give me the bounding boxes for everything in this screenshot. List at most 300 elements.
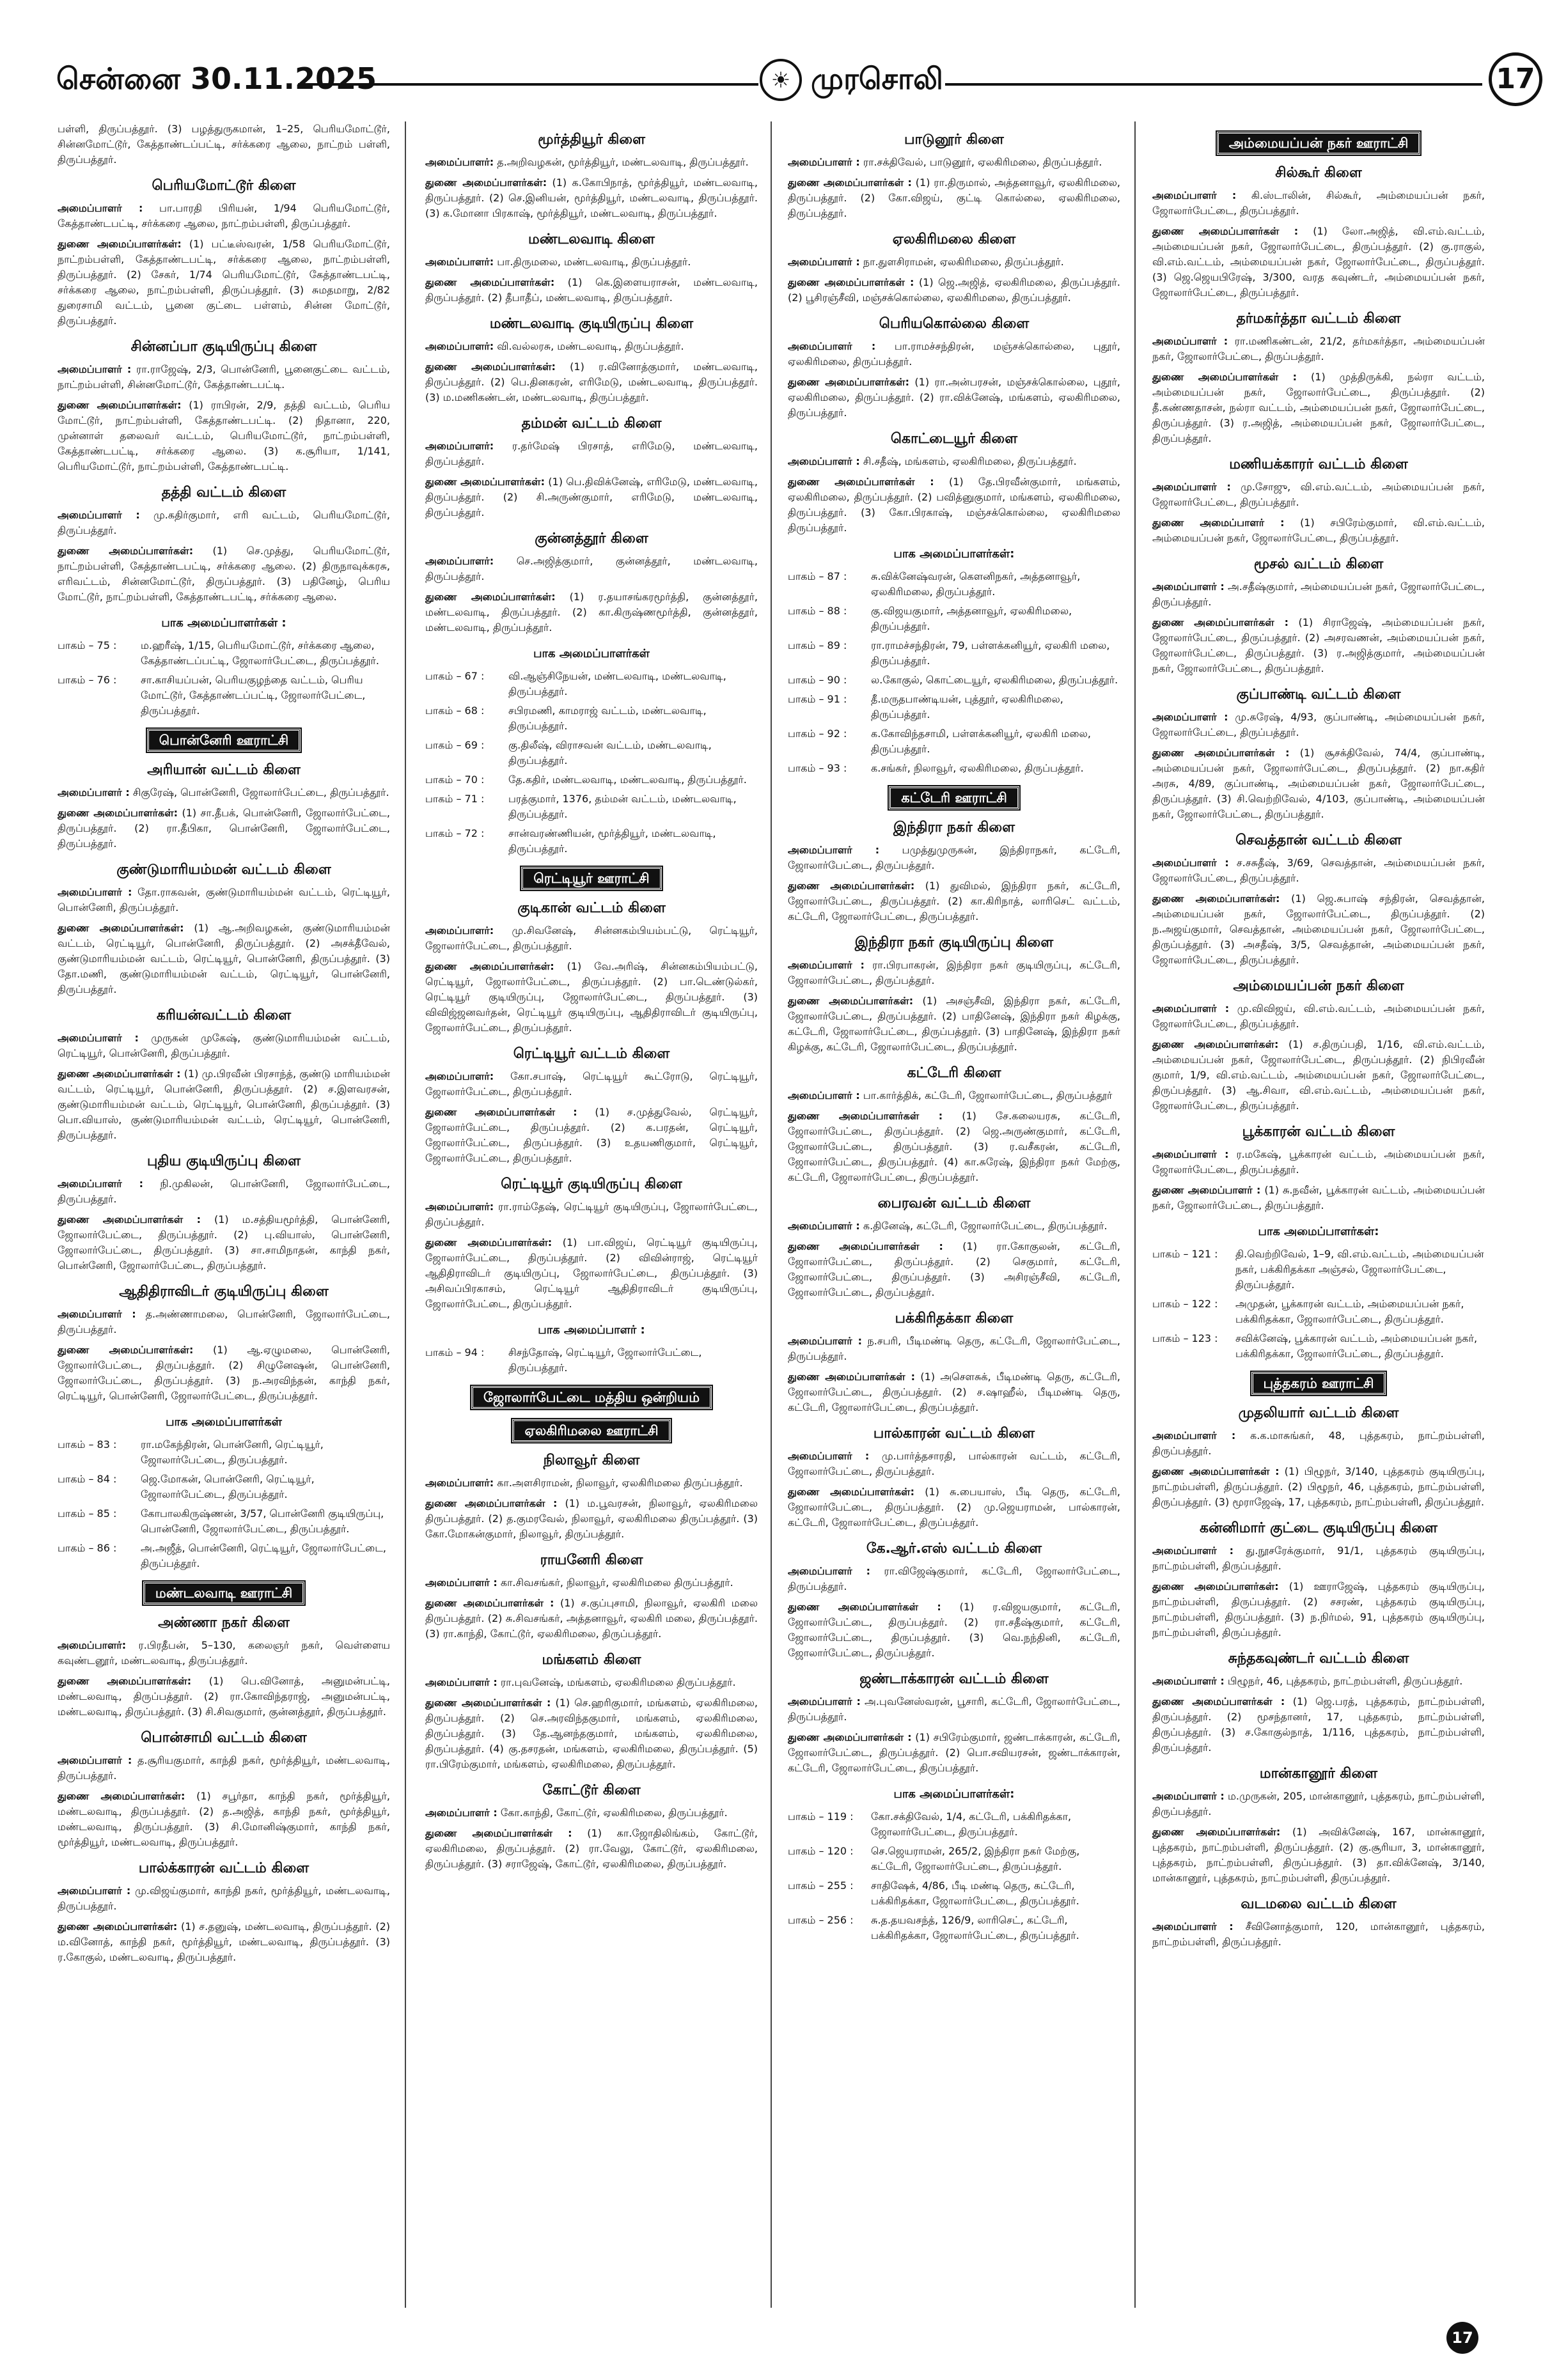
organiser-paragraph <box>58 1789 390 1850</box>
organiser-text: (1) ஊராஜேஷ், புத்தகரம் குடியிருப்பு, நாட்றம்பள்ளி, திருப்பத்தூர். (2) சசரண், புத்தகரம் குடியிருப்பு, நாட்றம்பள்ளி, திருப்பத்தூர். (3) ந.நிர்மல், 91, புத்தகரம் குடியிருப்பு, நாட்றம்பள்ளி, திருப்பத்தூர். <box>1152 1580 1485 1638</box>
organiser-text: (1) ர.வினோத்குமார், மண்டலவாடி, திருப்பத்தூர். (2) பெ.தினகரன், எரிமேடு, மண்டலவாடி, திருப்பத்தூர். (3) ம.மணிகண்டன், மண்டலவாடி, திருப்பத்தூர். <box>425 361 758 403</box>
booth-entry <box>788 638 1120 669</box>
organiser-paragraph <box>788 1694 1120 1725</box>
role-label: துணை அமைப்பாளர்கள்: <box>58 238 182 250</box>
role-label: அமைப்பாளர் : <box>1152 189 1237 201</box>
organiser-text: (1) சிராஜேஷ், அம்மையப்பன் நகர், ஜோலார்பேட்டை, திருப்பத்தூர். (2) அசரவணன், அம்மையப்பன் நகர், ஜோலார்பேட்டை, திருப்பத்தூர். (3) ர.அஜித்குமார், அம்மையப்பன் நகர், ஜோலார்பேட்டை, திருப்பத்தூர். <box>1152 616 1485 674</box>
role-label: அமைப்பாளர்: <box>425 1201 494 1213</box>
branch-heading: செவத்தான் வட்டம் கிளை <box>1235 832 1402 848</box>
booth-organiser: வி.ஆஞ்சிநேயன், மண்டலவாடி, மண்டலவாடி, திருப்பத்தூர். <box>508 670 726 697</box>
branch-heading: அரியான் வட்டம் கிளை <box>147 762 301 778</box>
booth-organiser: சபிரமணி, காமராஜ் வட்டம், மண்டலவாடி, திருப்பத்தூர். <box>508 704 707 732</box>
organiser-text: ரா.ராஜேஷ், 2/3, பொன்னேரி, பூனைகுட்டை வட்டம், நாட்றம்பள்ளி, சின்னமோட்டூர், கேத்தாண்டபட்டி. <box>58 363 390 391</box>
branch-heading: மண்டலவாடி குடியிருப்பு கிளை <box>489 316 694 332</box>
booth-number: பாகம் – 94 : <box>425 1346 485 1358</box>
branch-heading: நிலாவூர் கிளை <box>543 1452 640 1468</box>
organiser-paragraph <box>1152 710 1485 740</box>
booth-organiser: கு.விஜயகுமார், அத்தனாவூர், ஏலகிரிமலை, திருப்பத்தூர். <box>871 605 1072 632</box>
booth-entry <box>788 726 1120 757</box>
booth-number: பாகம் – 71 : <box>425 793 485 805</box>
booth-entry <box>425 772 758 788</box>
organiser-paragraph <box>788 1334 1120 1364</box>
page-number-badge: 17 <box>1489 52 1542 106</box>
column-4 <box>1152 121 1485 2308</box>
role-label: அமைப்பாளர் : <box>788 455 860 467</box>
branch-heading: பாடுனூர் கிளை <box>904 132 1004 148</box>
branch-heading: அம்மையப்பன் நகர் கிளை <box>1233 978 1404 994</box>
organiser-paragraph <box>425 1199 758 1230</box>
role-label: அமைப்பாளர் : <box>58 202 143 214</box>
branch-heading: இந்திரா நகர் கிளை <box>893 820 1015 836</box>
role-label: துணை அமைப்பாளர்கள்: <box>425 361 556 373</box>
booth-number: பாகம் – 120 : <box>788 1845 854 1857</box>
booth-entry <box>1152 1331 1485 1362</box>
organiser-paragraph <box>425 254 758 270</box>
organiser-paragraph <box>58 1176 390 1207</box>
organiser-text: மு.கதிர்குமார், எரி வட்டம், பெரியமோட்டூர், திருப்பத்தூர். <box>58 509 390 536</box>
organiser-text: (1) முத்திருக்கி, நல்ரா வட்டம், அம்மையப்பன் நகர், ஜோலார்பேட்டை, திருப்பத்தூர். (2) தீ.கண்ணதாசன், நல்ரா வட்டம், அம்மையப்பன் நகர், ஜோலார்பேட்டை, திருப்பத்தூர். (3) ர.அஜித், அம்மையப்பன் நகர், ஜோலார்பேட்டை, திருப்பத்தூர். <box>1152 371 1485 444</box>
branch-heading: சுந்தகவுண்டர் வட்டம் கிளை <box>1228 1651 1409 1667</box>
organiser-paragraph <box>788 1239 1120 1300</box>
organiser-text: கா.சிவசங்கர், நிலாவூர், ஏலகிரிமலை திருப்பத்தூர். <box>500 1576 733 1589</box>
organiser-paragraph <box>58 1342 390 1404</box>
organiser-paragraph <box>58 398 390 474</box>
booth-entry <box>58 1541 390 1571</box>
organiser-paragraph <box>425 1805 758 1821</box>
organiser-text: (1) சபிரேம்குமார், வி.எம்.வட்டம், அம்மையப்பன் நகர், ஜோலார்பேட்டை, திருப்பத்தூர். <box>1152 517 1485 544</box>
organiser-paragraph <box>788 254 1120 270</box>
organiser-text: கோ.காந்தி, கோட்டூர், ஏலகிரிமலை, திருப்பத்தூர். <box>500 1807 728 1819</box>
organiser-paragraph <box>1152 188 1485 219</box>
booth-organiser: சிசந்தோஷ், ரெட்டியூர், ஜோலார்பேட்டை, திருப்பத்தூர். <box>508 1346 702 1374</box>
organiser-paragraph <box>425 923 758 954</box>
organiser-text: த.அறிவழகன், மூர்த்தியூர், மண்டலவாடி, திருப்பத்தூர். <box>497 156 749 168</box>
subsection-heading: பாக அமைப்பாளர்கள் <box>533 647 650 660</box>
branch-heading: சில்கூர் கிளை <box>1275 165 1362 181</box>
organiser-paragraph <box>788 1369 1120 1415</box>
organiser-paragraph <box>788 1730 1120 1776</box>
organiser-paragraph <box>58 1031 390 1061</box>
role-label: அமைப்பாளர் : <box>788 156 860 168</box>
booth-entry <box>788 1878 1120 1909</box>
organiser-text: (1) ர.தயாசங்கரமூர்த்தி, குன்னத்தூர், மண்டலவாடி, திருப்பத்தூர். (2) கா.கிருஷ்ணமூர்த்தி, குன்னத்தூர், மண்டலவாடி, திருப்பத்தூர். <box>425 591 758 634</box>
branch-heading: பால்காரன் வட்டம் கிளை <box>873 1426 1035 1442</box>
role-label: துணை அமைப்பாளர்கள்: <box>788 880 915 892</box>
organiser-text: பா.பாரதி பிரியன், 1/94 பெரியமோட்டூர், கேத்தாண்டபட்டி, சர்க்கரை ஆலை, நாட்றம்பள்ளி, திருப்பத்தூர். <box>58 202 390 229</box>
branch-heading: பக்கிரிதக்கா கிளை <box>895 1311 1014 1326</box>
booth-organiser: ம.ஹரீஷ், 1/15, பெரியமோட்டூர், சர்க்கரை ஆலை, கேத்தாண்டப்பட்டி, ஜோலார்பேட்டை, திருப்பத்தூர். <box>141 639 379 667</box>
organiser-text: முருகன் முகேஷ், குண்டுமாரியம்மன் வட்டம், ரெட்டியூர், பொன்னேரி, திருப்பத்தூர். <box>58 1032 390 1059</box>
organiser-paragraph <box>58 885 390 915</box>
booth-entry <box>425 669 758 699</box>
organiser-paragraph <box>788 339 1120 369</box>
booth-entry <box>788 1844 1120 1874</box>
organiser-text: பா.கார்த்திக், கட்டேரி, ஜோலார்பேட்டை, திருப்பத்தூர் <box>863 1089 1113 1101</box>
organiser-text: (1) செ.ஹரிகுமார், மங்களம், ஏலகிரிமலை, திருப்பத்தூர். (2) செ.அரவிந்தகுமார், மங்களம், ஏலகிரிமலை, திருப்பத்தூர். (3) தே.ஆனந்தகுமார், மங்களம், ஏலகிரிமலை, திருப்பத்தூர். (4) கு.தசரதன், மங்களம், ஏலகிரிமலை, திருப்பத்தூர். (5) ரா.பிரேம்குமார், மங்களம், ஏலகிரிமலை, திருப்பத்தூர். <box>425 1697 758 1770</box>
branch-heading: கோட்டூர் கிளை <box>542 1782 641 1798</box>
subsection-heading: பாக அமைப்பாளர்கள்: <box>1258 1225 1379 1238</box>
branch-heading: கே.ஆர்.எஸ் வட்டம் கிளை <box>866 1541 1042 1557</box>
organiser-paragraph <box>58 1212 390 1273</box>
role-label: அமைப்பாளர் : <box>1152 1920 1234 1933</box>
booth-number: பாகம் – 92 : <box>788 727 847 740</box>
organiser-text: சி.சதீஷ், மங்களம், ஏலகிரிமலை, திருப்பத்தூர். <box>863 455 1077 467</box>
organiser-text: (1) ச.முத்துவேல், ரெட்டியூர், ஜோலார்பேட்டை, திருப்பத்தூர். (2) க.பரதன், ரெட்டியூர், ஜோலார்பேட்டை, திருப்பத்தூர். (3) உதயணிகுமார், ரெட்டியூர், ஜோலார்பேட்டை, திருப்பத்தூர். <box>425 1106 758 1164</box>
subsection-heading: பாக அமைப்பாளர்கள் <box>166 1415 282 1429</box>
booth-number: பாகம் – 119 : <box>788 1810 854 1823</box>
booth-organiser: சான்வரண்ணியன், மூர்த்தியூர், மண்டலவாடி, திருப்பத்தூர். <box>508 827 716 855</box>
organiser-paragraph <box>58 805 390 852</box>
organiser-text: (1) பட்டீஸ்வரன், 1/58 பெரியமோட்டூர், நாட்றம்பள்ளி, கேத்தாண்டபட்டி, சர்க்கரை ஆலை, நாட்றம்பள்ளி, திருப்பத்தூர். (2) சேகர், 1/74 பெரியமோட்டூர், கேத்தாண்டபட்டி, சர்க்கரை ஆலை, நாட்றம்பள்ளி, திருப்பத்தூர். (3) சுமதமாறு, 2/82 துரைசாமி வட்டம், பூனை குட்டை பள்ளம், சின்ன மோட்டூர், திருப்பத்தூர். <box>58 238 390 327</box>
branch-heading: புதிய குடியிருப்பு கிளை <box>147 1153 301 1169</box>
role-label: அமைப்பாளர் : <box>1152 1544 1234 1557</box>
role-label: அமைப்பாளர் : <box>425 1576 497 1589</box>
branch-heading: கரியன்வட்டம் கிளை <box>156 1007 292 1023</box>
organiser-text: (1) ராபிரன், 2/9, தத்தி வட்டம், பெரிய மோட்டூர், நாட்றம்பள்ளி, கேத்தாண்டபட்டி. (2) நிதானா, 220, முன்னாள் தலைவர் வட்டம், பெரியமோட்டூர், நாட்றம்பள்ளி, கேத்தாண்டபட்டி, சர்க்கரை ஆலை. (3) க.சூரியா, 1/141, பெரியமோட்டூர், நாட்றம்பள்ளி, கேத்தாண்டபட்டி. <box>58 399 390 472</box>
column-1 <box>58 121 390 2308</box>
organiser-paragraph <box>1152 615 1485 676</box>
branch-heading: அண்ணா நகர் கிளை <box>158 1615 290 1631</box>
role-label: அமைப்பாளர்: <box>58 1639 127 1651</box>
organiser-paragraph <box>58 1307 390 1337</box>
panchayat-banner: ஜோலார்பேட்டை மத்திய ஒன்றியம் <box>471 1386 712 1409</box>
booth-number: பாகம் – 87 : <box>788 570 847 582</box>
booth-entry <box>788 1809 1120 1840</box>
panchayat-banner: பொன்னேரி ஊராட்சி <box>147 729 301 752</box>
organiser-paragraph <box>788 1449 1120 1479</box>
organiser-paragraph <box>1152 1789 1485 1819</box>
booth-organiser: கோபாலகிருஷ்ணன், 3/57, பொன்னேரி குடியிருப்பு, பொன்னேரி, ஜோலார்பேட்டை, திருப்பத்தூர். <box>141 1507 384 1535</box>
booth-organiser: ல.கோகுல், கொட்டையூர், ஏலகிரிமலை, திருப்பத்தூர். <box>871 674 1118 686</box>
organiser-paragraph <box>788 958 1120 988</box>
role-label: துணை அமைப்பாளர்கள்: <box>788 1486 914 1498</box>
role-label: அமைப்பாளர் : <box>1152 1675 1225 1687</box>
organiser-paragraph <box>425 1235 758 1312</box>
role-label: துணை அமைப்பாளர்கள்: <box>1152 1038 1279 1050</box>
organiser-text: சிகுரேஷ், பொன்னேரி, ஜோலார்பேட்டை, திருப்பத்தூர். <box>132 786 389 798</box>
role-label: அமைப்பாளர் : <box>58 1032 139 1044</box>
branch-heading: ஏலகிரிமலை கிளை <box>892 231 1016 247</box>
branch-heading: கன்னிமார் குட்டை குடியிருப்பு கிளை <box>1200 1520 1437 1536</box>
subsection-heading: பாக அமைப்பாளர் : <box>538 1323 645 1337</box>
booth-entry <box>425 791 758 822</box>
organiser-text: வி.வல்லரசு, மண்டலவாடி, திருப்பத்தூர். <box>497 340 684 352</box>
organiser-text: மு.சுரேஷ், 4/93, குப்பாண்டி, அம்மையப்பன் நகர், ஜோலார்பேட்டை, திருப்பத்தூர். <box>1152 711 1485 738</box>
role-label: அமைப்பாளர்: <box>425 440 494 452</box>
role-label: துணை அமைப்பாளர்கள் : <box>788 176 912 189</box>
organiser-text: ரா.புவனேஷ், மங்களம், ஏலகிரிமலை திருப்பத்தூர். <box>500 1676 736 1688</box>
role-label: துணை அமைப்பாளர்கள் : <box>1152 225 1299 237</box>
role-label: அமைப்பாளர்: <box>425 1070 494 1082</box>
role-label: துணை அமைப்பாளர்கள்: <box>58 1790 185 1802</box>
role-label: அமைப்பாளர் : <box>425 1676 497 1688</box>
organiser-text: சீவினோத்குமார், 120, மான்கானூர், புத்தகரம், நாட்றம்பள்ளி, திருப்பத்தூர். <box>1152 1920 1485 1948</box>
booth-organiser: சாதிஷேக், 4/86, பீடி மண்டி தெரு, கட்டேரி, பக்கிரிதக்கா, ஜோலார்பேட்டை, திருப்பத்தூர். <box>871 1879 1079 1907</box>
booth-number: பாகம் – 88 : <box>788 605 847 617</box>
organiser-paragraph <box>58 785 390 800</box>
organiser-paragraph <box>1152 1919 1485 1950</box>
organiser-text: (1) பெ.திவிக்னேஷ், எரிமேடு, மண்டலவாடி, திருப்பத்தூர். (2) சி.அருண்குமார், எரிமேடு, மண்டலவாடி, திருப்பத்தூர். <box>425 476 758 518</box>
organiser-paragraph <box>58 1919 390 1965</box>
panchayat-banner: அம்மையப்பன் நகர் ஊராட்சி <box>1217 132 1421 155</box>
booth-organiser: சவிக்னேஷ், பூக்காரன் வட்டம், அம்மையப்பன் நகர், பக்கிரிதக்கா, ஜோலார்பேட்டை, திருப்பத்தூர். <box>1235 1332 1478 1360</box>
organiser-paragraph <box>58 921 390 997</box>
organiser-paragraph <box>58 362 390 393</box>
branch-heading: பைரவன் வட்டம் கிளை <box>877 1195 1031 1211</box>
booth-organiser: க.கோவிந்தசாமி, பள்ளக்கனியூர், ஏலகிரி மலை, திருப்பத்தூர். <box>871 727 1091 755</box>
organiser-text: அ.புவனேஸ்வரன், பூசாரி, கட்டேரி, ஜோலார்பேட்டை, திருப்பத்தூர். <box>788 1695 1120 1723</box>
organiser-paragraph <box>425 1596 758 1642</box>
organiser-paragraph <box>425 439 758 469</box>
organiser-paragraph <box>788 275 1120 306</box>
column-3 <box>788 121 1120 2308</box>
role-label: அமைப்பாளர்: <box>425 555 494 567</box>
organiser-paragraph <box>425 1475 758 1491</box>
booth-organiser: கு.திலீஷ், விராசவன் வட்டம், மண்டலவாடி, திருப்பத்தூர். <box>508 739 712 766</box>
role-label: அமைப்பாளர்: <box>425 156 494 168</box>
role-label: அமைப்பாளர் : <box>788 1695 861 1707</box>
booth-number: பாகம் – 68 : <box>425 704 485 717</box>
role-label: துணை அமைப்பாளர்கள்: <box>425 960 554 972</box>
branch-heading: பூக்காரன் வட்டம் கிளை <box>1242 1124 1395 1140</box>
role-label: அமைப்பாளர் : <box>425 1807 497 1819</box>
branch-heading: குன்னத்தூர் கிளை <box>535 531 648 547</box>
panchayat-banner: புத்தகரம் ஊராட்சி <box>1251 1372 1386 1395</box>
organiser-text: நி.முகிலன், பொன்னேரி, ஜோலார்பேட்டை, திருப்பத்தூர். <box>58 1178 390 1205</box>
branch-heading: ராயனேரி கிளை <box>540 1552 643 1568</box>
role-label: அமைப்பாளர் : <box>1152 580 1225 593</box>
role-label: துணை அமைப்பாளர்கள்: <box>58 399 182 411</box>
organiser-paragraph <box>788 454 1120 469</box>
booth-entry <box>788 603 1120 634</box>
role-label: துணை அமைப்பாளர்கள் : <box>788 1601 941 1613</box>
role-label: துணை அமைப்பாளர்கள் : <box>1152 616 1289 628</box>
booth-organiser: அமுதன், பூக்காரன் வட்டம், அம்மையப்பன் நகர், பக்கிரிதக்கா, ஜோலார்பேட்டை, திருப்பத்தூர். <box>1235 1298 1464 1325</box>
organiser-paragraph <box>425 1069 758 1100</box>
organiser-text: கா.அளசிராமன், நிலாவூர், ஏலகிரிமலை திருப்பத்தூர். <box>497 1477 743 1489</box>
organiser-text: க.க.மாசுங்கர், 48, புத்தகரம், நாட்றம்பள்ளி, திருப்பத்தூர். <box>1152 1429 1485 1457</box>
branch-heading: ஜண்டாக்காரன் வட்டம் கிளை <box>859 1671 1049 1687</box>
booth-number: பாகம் – 255 : <box>788 1879 854 1892</box>
branch-heading: கட்டேரி கிளை <box>907 1065 1001 1081</box>
organiser-text: (1) கா.ஜோதிலிங்கம், கோட்டூர், ஏலகிரிமலை, திருப்பத்தூர். (2) ரா.வேலு, கோட்டூர், ஏலகிரிமலை, திருப்பத்தூர். (3) சராஜேஷ், கோட்டூர், ஏலகிரிமலை, திருப்பத்தூர். <box>425 1827 758 1870</box>
organiser-text: (1) ச.தனுஷ், மண்டலவாடி, திருப்பத்தூர். (2) ம.வினோத், காந்தி நகர், மூர்த்தியூர், மண்டலவாடி, திருப்பத்தூர். (3) ர.கோகுல், மண்டலவாடி, திருப்பத்தூர். <box>58 1920 390 1963</box>
organiser-paragraph <box>58 1066 390 1143</box>
organiser-paragraph <box>1152 515 1485 546</box>
booth-organiser: ரா.மகேந்திரன், பொன்னேரி, ரெட்டியூர், ஜோலார்பேட்டை, திருப்பத்தூர். <box>141 1438 324 1466</box>
organiser-paragraph <box>1152 1001 1485 1032</box>
role-label: துணை அமைப்பாளர்கள்: <box>58 1344 194 1356</box>
organiser-paragraph <box>1152 1183 1485 1213</box>
role-label: துணை அமைப்பாளர்கள்: <box>425 476 545 488</box>
organiser-text: (1) சே.கலையரசு, கட்டேரி, ஜோலார்பேட்டை, திருப்பத்தூர். (2) ஜெ.அருண்குமார், கட்டேரி, ஜோலார்பேட்டை, திருப்பத்தூர். (3) ர.வசீகரன், கட்டேரி, ஜோலார்பேட்டை, திருப்பத்தூர். (4) கா.சுரேஷ், இந்திரா நகர் மேற்கு, கட்டேரி, ஜோலார்பேட்டை, திருப்பத்தூர். <box>788 1110 1120 1183</box>
organiser-text: ரா.பிரபாகரன், இந்திரா நகர் குடியிருப்பு, கட்டேரி, ஜோலார்பேட்டை, திருப்பத்தூர். <box>788 959 1120 986</box>
booth-number: பாகம் – 256 : <box>788 1914 854 1926</box>
organiser-paragraph <box>58 121 390 167</box>
rising-sun-logo-icon: ☀ <box>760 59 802 101</box>
organiser-text: ந.சபரி, பீடிமண்டி தெரு, கட்டேரி, ஜோலார்பேட்டை, திருப்பத்தூர். <box>788 1335 1120 1362</box>
organiser-text: ரா.மணிகண்டன், 21/2, தர்மகர்த்தா, அம்மையப்பன் நகர், ஜோலார்பேட்டை, திருப்பத்தூர். <box>1152 335 1485 362</box>
organiser-paragraph <box>788 155 1120 170</box>
booth-organiser: தீ.மருதபாண்டியன், புத்தூர், ஏலகிரிமலை, திருப்பத்தூர். <box>871 693 1063 720</box>
role-label: துணை அமைப்பாளர்கள் : <box>425 1106 577 1118</box>
organiser-text: ர.மகேஷ், பூக்காரன் வட்டம், அம்மையப்பன் நகர், ஜோலார்பேட்டை, திருப்பத்தூர். <box>1152 1148 1485 1176</box>
role-label: அமைப்பாளர்: <box>425 924 494 937</box>
role-label: அமைப்பாளர் : <box>1152 481 1231 493</box>
booth-number: பாகம் – 75 : <box>58 639 117 651</box>
organiser-paragraph <box>58 543 390 605</box>
role-label: துணை அமைப்பாளர்கள் : <box>788 1240 943 1252</box>
role-label: அமைப்பாளர் : <box>1152 711 1228 723</box>
role-label: அமைப்பாளர் : <box>58 886 132 898</box>
role-label: துணை அமைப்பாளர்கள் : <box>58 1068 181 1080</box>
role-label: துணை அமைப்பாளர்கள் : <box>425 1827 572 1839</box>
organiser-text: (1) சூசக்திவேல், 74/4, குப்பாண்டி, அம்மையப்பன் நகர், ஜோலார்பேட்டை, திருப்பத்தூர். (2) நா.கதிர் அரசு, 4/89, குப்பாண்டி, அம்மையப்பன் நகர், ஜோலார்பேட்டை, திருப்பத்தூர். (3) சி.வெற்றிவேல், 4/103, குப்பாண்டி, அம்மையப்பன் நகர், ஜோலார்பேட்டை, திருப்பத்தூர். <box>1152 747 1485 820</box>
role-label: அமைப்பாளர் : <box>58 1885 131 1897</box>
organiser-text: தோ.ராகவன், குண்டுமாரியம்மன் வட்டம், ரெட்டியூர், பொன்னேரி, திருப்பத்தூர். <box>58 886 390 914</box>
organiser-text: (1) ஜெ.அஜித், ஏலகிரிமலை, திருப்பத்தூர். (2) பூசிரஞ்சீவி, மஞ்சக்கொல்லை, ஏலகிரிமலை, திருப்பத்தூர். <box>788 276 1120 304</box>
branch-heading: தர்மகர்த்தா வட்டம் கிளை <box>1236 311 1401 327</box>
organiser-text: (1) அசஞ்சீவி, இந்திரா நகர், கட்டேரி, ஜோலார்பேட்டை, திருப்பத்தூர். (2) பாதினேஷ், இந்திரா நகர் கிழக்கு, கட்டேரி, ஜோலார்பேட்டை, திருப்பத்தூர். (3) பாதினேஷ், இந்திரா நகர் கிழக்கு, கட்டேரி, ஜோலார்பேட்டை, திருப்பத்தூர். <box>788 995 1120 1053</box>
branch-heading: பால்க்காரன் வட்டம் கிளை <box>138 1860 309 1876</box>
organiser-paragraph <box>58 237 390 329</box>
organiser-paragraph <box>1152 855 1485 886</box>
organiser-text: (1) சு.பையாஸ், பீடி தெரு, கட்டேரி, ஜோலார்பேட்டை, திருப்பத்தூர். (2) மு.ஜெயராமன், பால்காரன், கட்டேரி, ஜோலார்பேட்டை, திருப்பத்தூர். <box>788 1486 1120 1528</box>
role-label: துணை அமைப்பாளர்கள் : <box>58 1213 201 1225</box>
organiser-text: கி.ஸ்டாலின், சில்கூர், அம்மையப்பன் நகர், ஜோலார்பேட்டை, திருப்பத்தூர். <box>1152 189 1485 217</box>
organiser-text: ரா.சக்திவேல், பாடுனூர், ஏலகிரிமலை, திருப்பத்தூர். <box>863 156 1102 168</box>
role-label: அமைப்பாளர் : <box>1152 1148 1229 1160</box>
organiser-text: (1) ரா.அன்பரசன், மஞ்சக்கொல்லை, புதூர், ஏலகிரிமலை, திருப்பத்தூர். (2) ரா.விக்னேஷ், மங்களம், ஏலகிரிமலை, திருப்பத்தூர். <box>788 376 1120 419</box>
booth-number: பாகம் – 70 : <box>425 774 485 786</box>
organiser-text: ர.பிரதீபன், 5–130, கலைஞர் நகர், வெள்ளைய கவுண்டனூர், மண்டலவாடி, திருப்பத்தூர். <box>58 1639 390 1667</box>
organiser-paragraph <box>788 1599 1120 1661</box>
role-label: அமைப்பாளர் : <box>788 1220 860 1232</box>
booth-organiser: ஜெ.மோகன், பொன்னேரி, ரெட்டியூர், ஜோலார்பேட்டை, திருப்பத்தூர். <box>141 1473 315 1500</box>
role-label: அமைப்பாளர் : <box>788 959 865 971</box>
organiser-paragraph <box>425 554 758 584</box>
role-label: துணை அமைப்பாளர்கள்: <box>788 995 914 1007</box>
booth-organiser: சு.விக்னேஷ்வரன், கௌனிநகர், அத்தனாவூர், ஏலகிரிமலை, திருப்பத்தூர். <box>871 570 1081 598</box>
booth-number: பாகம் – 83 : <box>58 1438 117 1451</box>
header-rule-left <box>298 83 758 86</box>
branch-heading: மங்களம் கிளை <box>542 1652 641 1668</box>
role-label: துணை அமைப்பாளர்கள் : <box>1152 1695 1285 1707</box>
booth-number: பாகம் – 69 : <box>425 739 485 751</box>
booth-entry <box>1152 1247 1485 1293</box>
organiser-text: (1) வே.அரிஷ், சின்னகம்பியம்பட்டு, ரெட்டியூர், ஜோலார்பேட்டை, திருப்பத்தூர். (2) பா.டெண்டுல்கர், ரெட்டியூர் குடியிருப்பு, ஜோலார்பேட்டை, திருப்பத்தூர். (3) விவிஜ்ஜனவர்தன், ரெட்டியூர் குடியிருப்பு, ஆதிதிராவிடர் குடியிருப்பு, ஜோலார்பேட்டை, திருப்பத்தூர். <box>425 960 758 1034</box>
organiser-text: (1) ஆ.அறிவழகன், குண்டுமாரியம்மன் வட்டம், ரெட்டியூர், பொன்னேரி, திருப்பத்தூர். (2) அசக்தீவேல், குண்டுமாரியம்மன் வட்டம், ரெட்டியூர், பொன்னேரி, திருப்பத்தூர். (3) தோ.மணி, குண்டுமாரியம்மன் வட்டம், ரெட்டியூர், பொன்னேரி, திருப்பத்தூர். <box>58 922 390 995</box>
organiser-paragraph <box>1152 1428 1485 1459</box>
branch-heading: குப்பாண்டி வட்டம் கிளை <box>1236 687 1401 703</box>
role-label: துணை அமைப்பாளர்கள் : <box>1152 747 1290 759</box>
organiser-text: (1) ஜெ.சுபாஷ் சந்திரன், செவத்தான், அம்மையப்பன் நகர், ஜோலார்பேட்டை, திருப்பத்தூர். (2) ந.அஜய்குமார், செவத்தான், அம்மையப்பன் நகர், ஜோலார்பேட்டை, திருப்பத்தூர். (3) அசதீஷ், 3/5, செவத்தான், அம்மையப்பன் நகர், ஜோலார்பேட்டை, திருப்பத்தூர். <box>1152 892 1485 966</box>
role-label: அமைப்பாளர் : <box>1152 335 1228 347</box>
role-label: அமைப்பாளர் : <box>1152 1002 1230 1015</box>
role-label: அமைப்பாளர் : <box>1152 1790 1225 1802</box>
role-label: அமைப்பாளர் : <box>788 256 860 268</box>
booth-organiser: செ.ஜெயராமன், 265/2, இந்திரா நகர் மேற்கு, கட்டேரி, ஜோலார்பேட்டை, திருப்பத்தூர். <box>871 1845 1080 1872</box>
organiser-paragraph <box>1152 1147 1485 1178</box>
organiser-text: (1) தே.பிரவீன்குமார், மங்களம், ஏலகிரிமலை, திருப்பத்தூர். (2) பவித்னுகுமார், மங்களம், ஏலகிரிமலை, திருப்பத்தூர். (3) கோ.பிரகாஷ், மஞ்சக்கொல்லை, ஏலகிரிமலை திருப்பத்தூர். <box>788 476 1120 534</box>
role-label: துணை அமைப்பாளர் : <box>1152 1184 1261 1196</box>
booth-number: பாகம் – 76 : <box>58 674 117 686</box>
organiser-text: (1) ச.திருப்பதி, 1/16, வி.எம்.வட்டம், அம்மையப்பன் நகர், ஜோலார்பேட்டை, திருப்பத்தூர். (2) நிபிரவீன் குமார், 1/9, வி.எம்.வட்டம், அம்மையப்பன் நகர், ஜோலார்பேட்டை, திருப்பத்தூர். (3) ஆ.சிவா, வி.எம்.வட்டம், அம்மையப்பன் நகர், ஜோலார்பேட்டை, திருப்பத்தூர். <box>1152 1038 1485 1112</box>
organiser-text: மு.பார்த்தசாரதி, பால்காரன் வட்டம், கட்டேரி, ஜோலார்பேட்டை, திருப்பத்தூர். <box>788 1450 1120 1477</box>
role-label: அமைப்பாளர் : <box>788 340 876 352</box>
organiser-paragraph <box>425 589 758 635</box>
organiser-paragraph <box>1152 1579 1485 1640</box>
organiser-text: பிழூநர், 46, புத்தகரம், நாட்றம்பள்ளி, திருப்பத்தூர். <box>1227 1675 1463 1687</box>
organiser-paragraph <box>788 175 1120 221</box>
booth-organiser: சா.காசியப்பன், பெரியகுழந்தை வட்டம், பெரிய மோட்டூர், கேத்தாண்டப்பட்டி, ஜோலார்பேட்டை, திருப்பத்தூர். <box>141 674 366 717</box>
organiser-text: ரா.விஜேஷ்குமார், கட்டேரி, ஜோலார்பேட்டை, திருப்பத்தூர். <box>788 1565 1120 1592</box>
role-label: அமைப்பாளர்: <box>425 340 494 352</box>
role-label: அமைப்பாளர் : <box>1152 1429 1236 1442</box>
booth-entry <box>425 1345 758 1376</box>
organiser-text: (1) அவிக்னேஷ், 167, மான்கானூர், புத்தகரம், நாட்றம்பள்ளி, திருப்பத்தூர். (2) கு.சூரியா, 3, மான்கானூர், புத்தகரம், நாட்றம்பள்ளி, திருப்பத்தூர். (3) தா.விக்னேஷ், 3/140, மான்கானூர், புத்தகரம், நாட்றம்பள்ளி, திருப்பத்தூர். <box>1152 1826 1485 1884</box>
organiser-text: (1) சபூர்தா, காந்தி நகர், மூர்த்தியூர், மண்டலவாடி, திருப்பத்தூர். (2) த.அஜித், காந்தி நகர், மூர்த்தியூர், மண்டலவாடி, திருப்பத்தூர். (3) சி.மோனிஷ்குமார், காந்தி நகர், மூர்த்தியூர், மண்டலவாடி, திருப்பத்தூர். <box>58 1790 390 1848</box>
booth-organiser: ரா.ராமச்சந்திரன், 79, பள்ளக்கனியூர், ஏலகிரி மலை, திருப்பத்தூர். <box>871 639 1110 667</box>
organiser-text: ர.தர்மேஷ் பிரசாத், எரிமேடு, மண்டலவாடி, திருப்பத்தூர். <box>425 440 758 467</box>
booth-number: பாகம் – 84 : <box>58 1473 117 1485</box>
booth-entry <box>58 1472 390 1502</box>
role-label: துணை அமைப்பாளர்கள்: <box>58 1920 178 1933</box>
booth-organiser: அ.அஜீத், பொன்னேரி, ரெட்டியூர், ஜோலார்பேட்டை, திருப்பத்தூர். <box>141 1542 387 1569</box>
role-label: துணை அமைப்பாளர்கள்: <box>425 176 547 189</box>
role-label: துணை அமைப்பாளர்கள்: <box>58 807 178 819</box>
organiser-paragraph <box>425 1496 758 1542</box>
branch-heading: ஆதிதிராவிடர் குடியிருப்பு கிளை <box>119 1284 329 1300</box>
booth-entry <box>788 673 1120 688</box>
booth-entry <box>58 1437 390 1468</box>
organiser-paragraph <box>788 1564 1120 1594</box>
role-label: துணை அமைப்பாளர்கள்: <box>58 545 194 557</box>
booth-number: பாகம் – 93 : <box>788 762 847 774</box>
organiser-paragraph <box>1152 334 1485 364</box>
role-label: துணை அமைப்பாளர்கள் : <box>425 1697 551 1709</box>
page-header <box>56 52 1535 109</box>
role-label: துணை அமைப்பாளர்கள் : <box>788 276 914 288</box>
organiser-paragraph <box>1152 1037 1485 1114</box>
role-label: துணை அமைப்பாளர்கள் : <box>788 1371 915 1383</box>
organiser-paragraph <box>788 1088 1120 1103</box>
organiser-text: பா.ராமச்சந்திரன், மஞ்சக்கொல்லை, புதூர், ஏலகிரிமலை, திருப்பத்தூர். <box>788 340 1120 368</box>
role-label: அமைப்பாளர் : <box>58 1754 132 1766</box>
role-label: துணை அமைப்பாளர்கள்: <box>58 922 184 934</box>
booth-entry <box>788 569 1120 600</box>
role-label: அமைப்பாளர் : <box>58 786 130 798</box>
booth-number: பாகம் – 122 : <box>1152 1298 1218 1310</box>
role-label: அமைப்பாளர்: <box>425 256 494 268</box>
role-label: துணை அமைப்பாளர்கள் : <box>425 1497 558 1509</box>
organiser-text: (1) மு.பிரவீன் பிரசாந்த், குண்டு மாரியம்மன் வட்டம், ரெட்டியூர், பொன்னேரி, திருப்பத்தூர். (2) ச.இளவரசன், குண்டுமாரியம்மன் வட்டம், ரெட்டியூர், பொன்னேரி, திருப்பத்தூர். (3) பொ.வியாஸ், குண்டுமாரியம்மன் வட்டம், ரெட்டியூர், பொன்னேரி, திருப்பத்தூர். <box>58 1068 390 1141</box>
role-label: துணை அமைப்பாளர் : <box>1152 517 1285 529</box>
booth-number: பாகம் – 90 : <box>788 674 847 686</box>
panchayat-banner: ரெட்டியூர் ஊராட்சி <box>521 867 661 890</box>
booth-organiser: பரத்குமார், 1376, தம்மன் வட்டம், மண்டலவாடி, திருப்பத்தூர். <box>508 793 737 820</box>
organiser-paragraph <box>1152 745 1485 822</box>
branch-heading: வடமலை வட்டம் கிளை <box>1241 1896 1397 1912</box>
role-label: துணை அமைப்பாளர்கள்: <box>1152 1580 1279 1592</box>
organiser-text: த.அண்ணாமலை, பொன்னேரி, ஜோலார்பேட்டை, திருப்பத்தூர். <box>58 1308 390 1335</box>
role-label: அமைப்பாளர் : <box>788 844 880 856</box>
organiser-paragraph <box>425 339 758 354</box>
organiser-paragraph <box>1152 224 1485 300</box>
booth-entry <box>58 673 390 719</box>
organiser-text: மு.விஜய்குமார், காந்தி நகர், மூர்த்தியூர், மண்டலவாடி, திருப்பத்தூர். <box>58 1885 390 1912</box>
organiser-text: செ.அஜித்குமார், குன்னத்தூர், மண்டலவாடி, திருப்பத்தூர். <box>425 555 758 582</box>
